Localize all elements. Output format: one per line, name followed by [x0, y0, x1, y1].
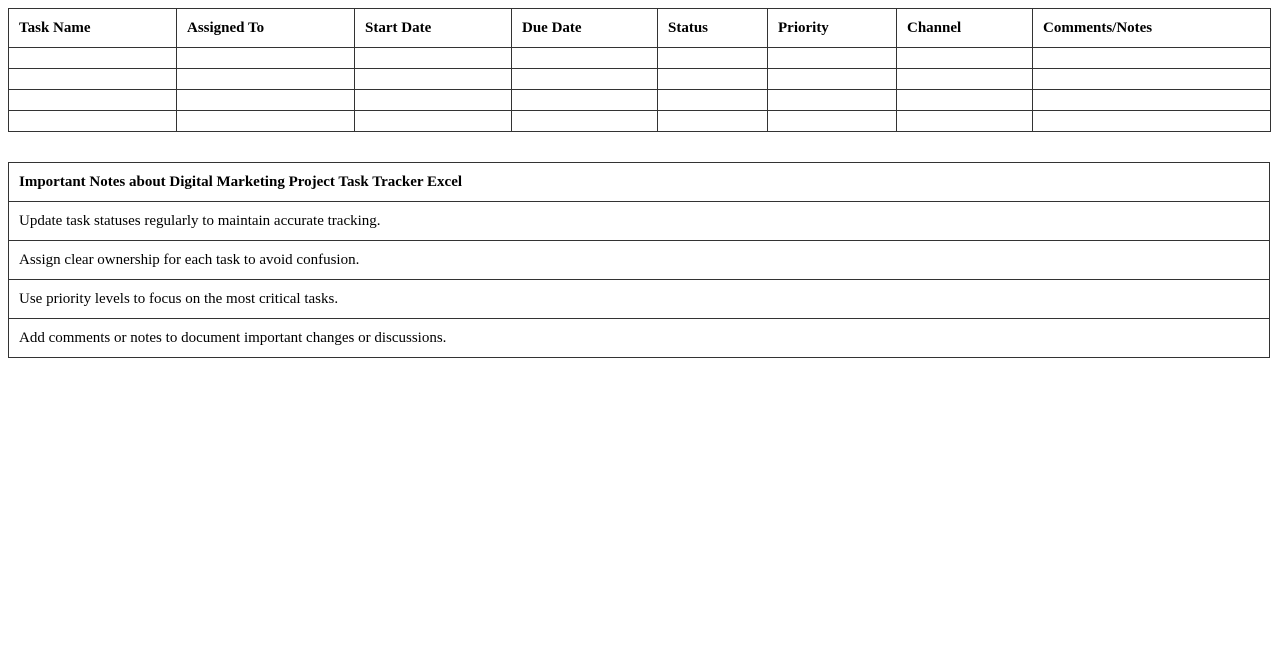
table-cell: [512, 90, 658, 111]
table-cell: [658, 48, 768, 69]
table-cell: [897, 69, 1033, 90]
table-cell: [1033, 90, 1271, 111]
column-header-channel: Channel: [897, 9, 1033, 48]
table-header-row: [9, 9, 1271, 48]
column-header-status: Status: [658, 9, 768, 48]
table-cell: [897, 111, 1033, 132]
table-row: [9, 90, 1271, 111]
table-row: [9, 111, 1271, 132]
column-header-due-date: Due Date: [512, 9, 658, 48]
table-cell: [512, 69, 658, 90]
column-header-task-name: Task Name: [9, 9, 177, 48]
note-item: Use priority levels to focus on the most critical tasks.: [9, 280, 1270, 319]
table-cell: [512, 48, 658, 69]
table-cell: [177, 69, 355, 90]
table-cell: [9, 111, 177, 132]
table-cell: [768, 111, 897, 132]
table-cell: [355, 48, 512, 69]
note-item: Update task statuses regularly to maintain accurate tracking.: [9, 202, 1270, 241]
table-cell: [355, 69, 512, 90]
table-cell: [658, 90, 768, 111]
note-item: Assign clear ownership for each task to avoid confusion.: [9, 241, 1270, 280]
note-row: [9, 319, 1270, 358]
column-header-priority: Priority: [768, 9, 897, 48]
table-cell: [658, 111, 768, 132]
note-row: [9, 280, 1270, 319]
table-cell: [1033, 48, 1271, 69]
table-cell: [177, 111, 355, 132]
table-row: [9, 48, 1271, 69]
notes-title: Important Notes about Digital Marketing Project Task Tracker Excel: [9, 163, 1270, 202]
note-item: Add comments or notes to document important changes or discussions.: [9, 319, 1270, 358]
note-row: [9, 202, 1270, 241]
table-cell: [658, 69, 768, 90]
table-cell: [768, 90, 897, 111]
table-cell: [9, 69, 177, 90]
table-cell: [768, 48, 897, 69]
notes-title-row: [9, 163, 1270, 202]
table-cell: [897, 90, 1033, 111]
table-row: [9, 69, 1271, 90]
task-tracker-table: [8, 8, 1271, 132]
table-cell: [768, 69, 897, 90]
table-cell: [9, 90, 177, 111]
column-header-start-date: Start Date: [355, 9, 512, 48]
table-cell: [1033, 69, 1271, 90]
table-cell: [355, 111, 512, 132]
note-row: [9, 241, 1270, 280]
table-cell: [897, 48, 1033, 69]
table-cell: [355, 90, 512, 111]
column-header-comments-notes: Comments/Notes: [1033, 9, 1271, 48]
table-cell: [9, 48, 177, 69]
table-cell: [1033, 111, 1271, 132]
table-cell: [177, 48, 355, 69]
column-header-assigned-to: Assigned To: [177, 9, 355, 48]
table-cell: [512, 111, 658, 132]
important-notes-table: [8, 162, 1270, 358]
table-cell: [177, 90, 355, 111]
